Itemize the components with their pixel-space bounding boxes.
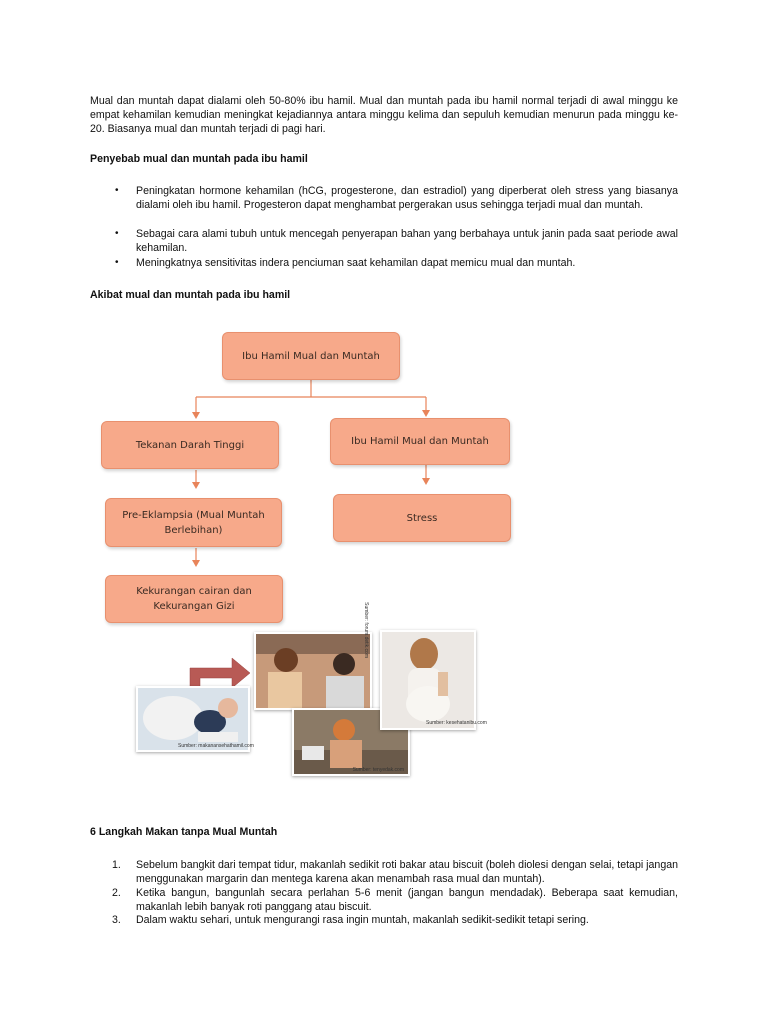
intro-paragraph: Mual dan muntah dapat dialami oleh 50-80% ibu hamil. Mual dan muntah pada ibu hamil normal terjadi di awal minggu ke empat kehamilan kemudian meningkat kejadiannya antara minggu kelima dan sepuluh kemudian menurun pada minggu ke-20. Biasanya mual dan muntah terjadi di pagi hari.	[90, 95, 678, 135]
diagram-box-label: Ibu Hamil Mual dan Muntah	[351, 436, 489, 447]
step-item: Sebelum bangkit dari tempat tidur, makanlah sedikit roti bakar atau biscuit (boleh diolesi dengan selai, tetapi jangan menggunakan margarin dan mentega karena akan menambah rasa mual dan muntah).	[136, 859, 678, 885]
photo-doctor-consult	[254, 602, 372, 710]
bullet-icon: •	[115, 228, 119, 239]
diagram-box-label: Stress	[406, 512, 438, 524]
photo-credit: Sumber: tenyedak.com	[352, 767, 404, 773]
step-item: Ketika bangun, bangunlah secara perlahan 5-6 menit (jangan bangun mendadak). Beberapa saat kemudian, makanlah lebih banyak roti panggang atau biscuit.	[136, 887, 678, 913]
diagram-box-label: Tekanan Darah Tinggi	[135, 439, 245, 451]
section-heading-causes: Penyebab mual dan muntah pada ibu hamil	[90, 153, 308, 165]
blood-pressure-illustration	[138, 688, 248, 750]
list-number: 1.	[112, 859, 121, 871]
bullet-icon: •	[115, 257, 119, 268]
section-heading-steps: 6 Langkah Makan tanpa Mual Muntah	[90, 826, 278, 838]
diagram-box-label: Kekurangan cairan dan Kekurangan Gizi	[136, 586, 252, 612]
list-number: 2.	[112, 887, 121, 899]
diagram-box-label: Pre-Eklampsia (Mual Muntah Berlebihan)	[122, 509, 265, 536]
section-heading-effects: Akibat mual dan muntah pada ibu hamil	[90, 289, 291, 301]
pregnant-woman-illustration	[382, 632, 474, 728]
cause-item: Meningkatnya sensitivitas indera penciuman saat kehamilan dapat memicu mual dan muntah.	[136, 257, 576, 269]
bullet-icon: •	[115, 185, 119, 196]
photo-credit: Sumber: makanansehathamil.com	[178, 743, 254, 749]
photo-blood-pressure	[136, 686, 254, 752]
doctor-consult-illustration	[256, 634, 370, 708]
cause-item: Sebagai cara alami tubuh untuk mencegah penyerapan bahan yang berbahaya untuk janin pada saat periode awal kehamilan.	[136, 228, 678, 254]
cause-item: Peningkatan hormone kehamilan (hCG, progesterone, dan estradiol) yang diperberat oleh stress yang biasanya dialami oleh ibu hamil. Progesteron dapat menghambat pergerakan usus sehingga terjadi mual dan muntah.	[136, 185, 678, 211]
list-number: 3.	[112, 914, 121, 926]
photo-pregnant-woman	[380, 630, 487, 730]
photo-credit: Sumber: kesehatanibu.com	[426, 720, 487, 726]
photo-credit: Sumber: forum.detik.com	[363, 602, 369, 658]
step-item: Dalam waktu sehari, untuk mengurangi rasa ingin muntah, makanlah sedikit-sedikit tetapi sering.	[136, 914, 589, 926]
diagram-box-label: Ibu Hamil Mual dan Muntah	[242, 350, 380, 362]
